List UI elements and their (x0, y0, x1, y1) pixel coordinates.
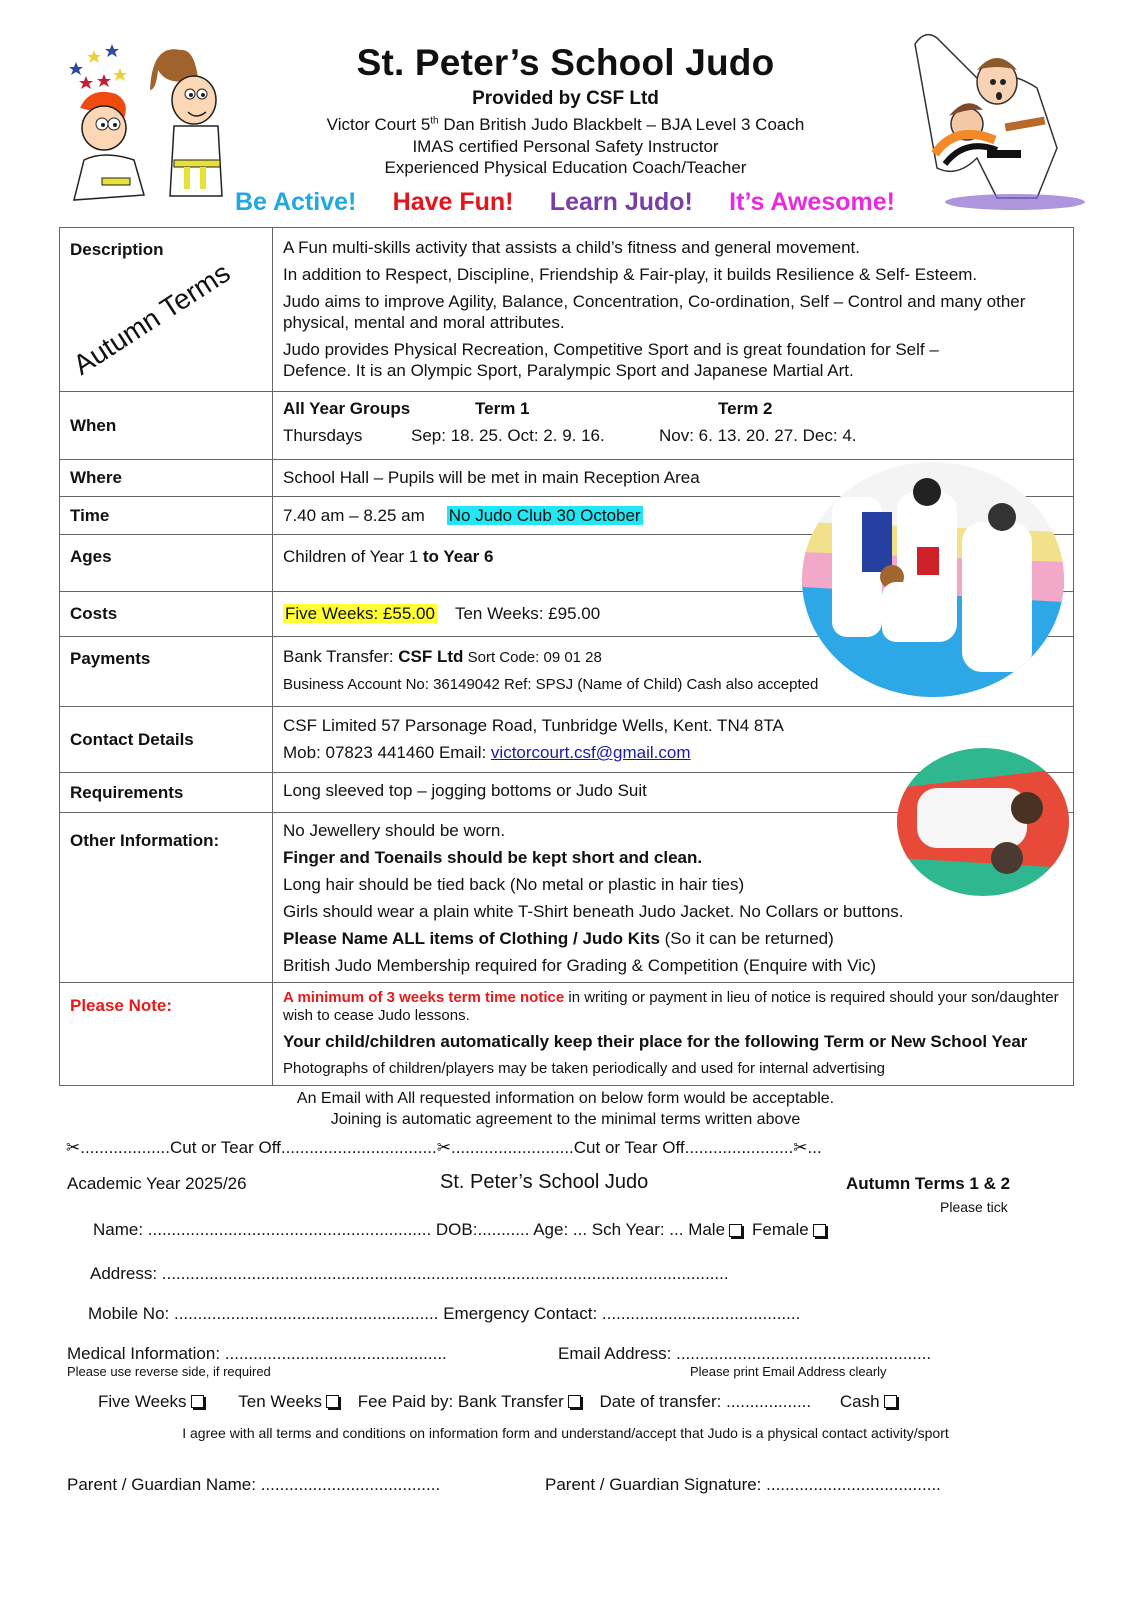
medical-hint: Please use reverse side, if required (67, 1364, 271, 1379)
no-club-notice: No Judo Club 30 October (448, 505, 641, 525)
row-label: Time (60, 497, 273, 535)
row-label: Other Information: (60, 813, 273, 983)
five-weeks-checkbox[interactable] (191, 1395, 204, 1408)
notice-period: A minimum of 3 weeks term time notice (283, 989, 565, 1006)
row-label: Please Note: (60, 983, 273, 1086)
page-title: St. Peter’s School Judo (356, 42, 775, 83)
row-label: Costs (60, 592, 273, 637)
row-value: School Hall – Pupils will be met in main Reception Area (273, 460, 1074, 497)
year-groups: All Year Groups (283, 399, 411, 418)
row-value (273, 228, 1074, 392)
scissors-icon: ✂ (793, 1138, 808, 1157)
bank-transfer-checkbox[interactable] (568, 1395, 581, 1408)
account-details: Business Account No: 36149042 Ref: SPSJ (Name of Child) Cash also accepted (283, 676, 819, 693)
row-label: When (60, 392, 273, 460)
slogan-learn-judo: Learn Judo! (549, 188, 693, 216)
coach-credential-line: Experienced Physical Education Coach/Teacher (384, 158, 747, 177)
coach-credential-line (0, 115, 1131, 135)
name-items-reason: (So it can be returned) (659, 929, 834, 948)
term1-label: Term 1 (475, 399, 530, 418)
slogan-awesome: It’s Awesome! (729, 188, 895, 216)
academic-year: Academic Year 2025/26 (67, 1174, 247, 1193)
row-value (273, 392, 1074, 460)
contact-phone: Mob: 07823 441460 Email: (283, 743, 491, 762)
coach-credential-line: IMAS certified Personal Safety Instructor (412, 137, 719, 156)
place-kept-note: Your child/children automatically keep their place for the following Term or New School Year (283, 1032, 1028, 1051)
session-day: Thursdays (283, 426, 363, 445)
cut-line (66, 1138, 1066, 1158)
form-school-name: St. Peter’s School Judo (440, 1171, 649, 1193)
email-link[interactable]: victorcourt.csf@gmail.com (490, 743, 691, 762)
bank-transfer-label: Fee Paid by: Bank Transfer (357, 1392, 564, 1411)
other-info-line (283, 928, 1063, 949)
cut-text: ..........................Cut or Tear Off....................... (450, 1138, 794, 1157)
female-label: Female (752, 1220, 809, 1239)
email-acceptable-note: An Email with All requested information on below form would be acceptable. (296, 1090, 835, 1107)
five-weeks-label: Five Weeks (98, 1392, 187, 1411)
description-line: Judo provides Physical Recreation, Competitive Sport and is great foundation for Self – Defence. It is an Olympic Sport, Paralympic Sport and Japanese Martial Art. (283, 340, 939, 380)
table-row-description (60, 228, 1074, 392)
credential-text: Dan British Judo Blackbelt – BJA Level 3 Coach (438, 115, 805, 134)
row-value: Long sleeved top – jogging bottoms or Judo Suit (273, 773, 1074, 813)
term2-label: Term 2 (718, 399, 773, 418)
ten-weeks-label: Ten Weeks (238, 1392, 323, 1411)
name-row (93, 1220, 1043, 1240)
address-field[interactable]: Address: ........................................................................................................................ (90, 1264, 729, 1283)
judo-grappling-photo (897, 748, 1069, 896)
judo-class-photo (802, 462, 1064, 697)
row-label: Requirements (60, 773, 273, 813)
row-label: Description (60, 228, 273, 392)
cash-checkbox[interactable] (884, 1395, 897, 1408)
cut-text: ...................Cut or Tear Off................................. (80, 1138, 437, 1157)
contact-address: CSF Limited 57 Parsonage Road, Tunbridge Wells, Kent. TN4 8TA (283, 716, 784, 735)
row-label: Payments (60, 637, 273, 707)
provider-subtitle: Provided by CSF Ltd (472, 88, 659, 109)
term2-dates: Nov: 6. 13. 20. 27. Dec: 4. (659, 426, 857, 445)
name-dob-age-field[interactable]: Name: ............................................................ DOB:........... Age: ... Sch Year: ... Male (93, 1220, 726, 1239)
payment-method: Bank Transfer: (283, 647, 399, 666)
photographs-note: Photographs of children/players may be taken periodically and used for internal advertising (283, 1060, 886, 1077)
cash-label: Cash (839, 1392, 880, 1411)
ten-weeks-checkbox[interactable] (326, 1395, 339, 1408)
credential-text: Victor Court 5 (326, 115, 431, 134)
cut-text: ... (807, 1138, 822, 1157)
row-label: Ages (60, 535, 273, 592)
five-weeks-cost: Five Weeks: £55.00 (285, 604, 435, 623)
automatic-agreement-note: Joining is automatic agreement to the minimal terms written above (330, 1111, 801, 1128)
autumn-terms-watermark: Autumn Terms (67, 256, 236, 381)
row-label: Contact Details (60, 707, 273, 773)
table-row-contact (60, 707, 1074, 773)
email-hint: Please print Email Address clearly (690, 1364, 887, 1379)
scissors-icon: ✂ (66, 1138, 81, 1157)
form-terms: Autumn Terms 1 & 2 (846, 1174, 1011, 1193)
slogan-row (235, 188, 895, 217)
date-of-transfer-field[interactable]: Date of transfer: .................. (599, 1392, 812, 1411)
payee-name: CSF Ltd (398, 647, 464, 666)
slogan-be-active: Be Active! (235, 188, 357, 216)
ages-max: to Year 6 (422, 547, 494, 566)
medical-info-field[interactable]: Medical Information: ............................................... (67, 1344, 447, 1363)
sort-code: Sort Code: 09 01 28 (463, 649, 602, 666)
other-info-line: Girls should wear a plain white T-Shirt beneath Judo Jacket. No Collars or buttons. (283, 902, 904, 921)
term1-dates: Sep: 18. 25. Oct: 2. 9. 16. (411, 426, 605, 445)
mobile-emergency-field[interactable]: Mobile No: ........................................................ Emergency Contact: .......................................... (88, 1304, 801, 1323)
description-line: In addition to Respect, Discipline, Friendship & Fair-play, it builds Resilience & Self- Esteem. (283, 265, 978, 284)
male-checkbox[interactable] (729, 1224, 742, 1237)
row-label: Where (60, 460, 273, 497)
session-time: 7.40 am – 8.25 am (283, 505, 425, 525)
notice-text: in writing or payment in lieu of notice is required should your son/daughter wish to cease Judo lessons. (283, 989, 1059, 1024)
name-items-bold: Please Name ALL items of Clothing / Judo Kits (283, 929, 660, 948)
email-address-field[interactable]: Email Address: ...................................................... (558, 1344, 932, 1363)
fee-row (98, 1392, 1058, 1412)
other-info-line: Long hair should be tied back (No metal or plastic in hair ties) (283, 875, 745, 894)
slogan-have-fun: Have Fun! (392, 188, 514, 216)
scissors-icon: ✂ (436, 1138, 451, 1157)
credential-superscript: th (430, 115, 439, 127)
description-line: Judo aims to improve Agility, Balance, Concentration, Co-ordination, Self – Control and many other physical, mental and moral attributes. (283, 292, 1026, 332)
row-value (273, 983, 1074, 1086)
agreement-statement: I agree with all terms and conditions on information form and understand/accept that Judo is a physical contact activity/sport (182, 1425, 949, 1441)
table-row-note (60, 983, 1074, 1086)
description-line: A Fun multi-skills activity that assists a child’s fitness and general movement. (283, 238, 860, 257)
female-checkbox[interactable] (813, 1224, 826, 1237)
other-info-line: British Judo Membership required for Grading & Competition (Enquire with Vic) (283, 956, 877, 975)
ages-text: Children of Year 1 (283, 547, 423, 566)
parent-signature-field[interactable]: Parent / Guardian Signature: ..................................... (545, 1475, 941, 1494)
table-row-when (60, 392, 1074, 460)
other-info-line: Finger and Toenails should be kept short and clean. (283, 848, 703, 867)
parent-name-field[interactable]: Parent / Guardian Name: ...................................... (67, 1475, 441, 1494)
ten-weeks-cost: Ten Weeks: £95.00 (454, 604, 601, 623)
other-info-line: No Jewellery should be worn. (283, 821, 506, 840)
please-tick-hint: Please tick (940, 1199, 1008, 1215)
